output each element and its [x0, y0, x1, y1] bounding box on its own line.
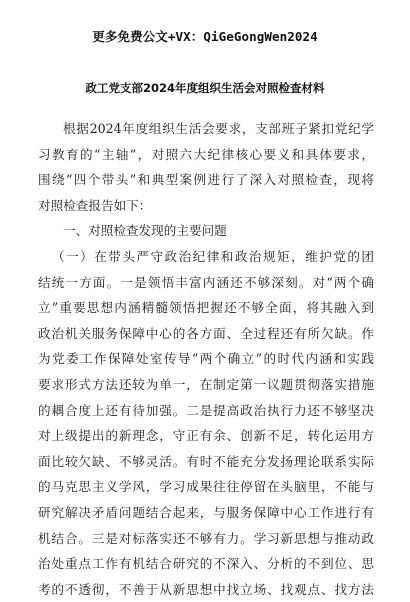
paragraph-line: 为党委工作保障处室传导“两个确立”的时代内涵和实践: [38, 351, 374, 367]
paragraph-line: 研究解决矛盾问题结合起来，与服务保障中心工作进行有: [38, 504, 374, 520]
paragraph-line: 根据2024年度组织生活会要求，支部班子紧扣党纪学: [63, 121, 374, 136]
document-title: 政工党支部2024年度组织生活会对照检查材料: [85, 81, 325, 95]
watermark-header: 更多免费公文+VX：QiGeGongWen2024: [92, 29, 318, 44]
paragraph-line: 围绕“四个带头”和典型案例进行了深入对照检查，现将: [38, 172, 374, 188]
paragraph-line: 对上级提出的新理念，守正有余、创新不足，转化运用方: [38, 428, 374, 444]
document-body: [38, 116, 374, 602]
paragraph-line: 的马克思主义学风，学习成果往往停留在头脑里，不能与: [38, 479, 374, 495]
paragraph-line: 要求形式方法还较为单一，在制定第一议题贯彻落实措施: [38, 376, 374, 392]
paragraph-line: 一、对照检查发现的主要问题: [63, 223, 227, 239]
paragraph-line: 的耦合度上还有待加强。二是提高政治执行力还不够坚决: [38, 402, 374, 418]
paragraph-line: 面比较欠缺、不够灵活。有时不能充分发扬理论联系实际: [38, 453, 374, 469]
paragraph-line: （一）在带头严守政治纪律和政治规矩，维护党的团: [52, 248, 374, 264]
paragraph-line: 结统一方面。一是领悟丰富内涵还不够深刻。对“两个确: [38, 274, 374, 290]
paragraph-line: 对照检查报告如下：: [38, 197, 152, 213]
paragraph-line: 习教育的“主轴”，对照六大纪律核心要义和具体要求，: [38, 146, 374, 162]
paragraph-line: 立”重要思想内涵精髓领悟把握还不够全面，将其融入到: [38, 300, 374, 316]
paragraph-line: 考的不透彻，不善于从新思想中找立场、找观点、找方法: [38, 581, 374, 597]
paragraph-line: 治处重点工作有机结合研究的不深入、分析的不到位、思: [38, 556, 374, 572]
paragraph-line: 机结合。三是对标落实还不够有力。学习新思想与推动政: [38, 530, 374, 546]
paragraph-line: 政治机关服务保障中心的各方面、全过程还有所欠缺。作: [38, 325, 374, 341]
